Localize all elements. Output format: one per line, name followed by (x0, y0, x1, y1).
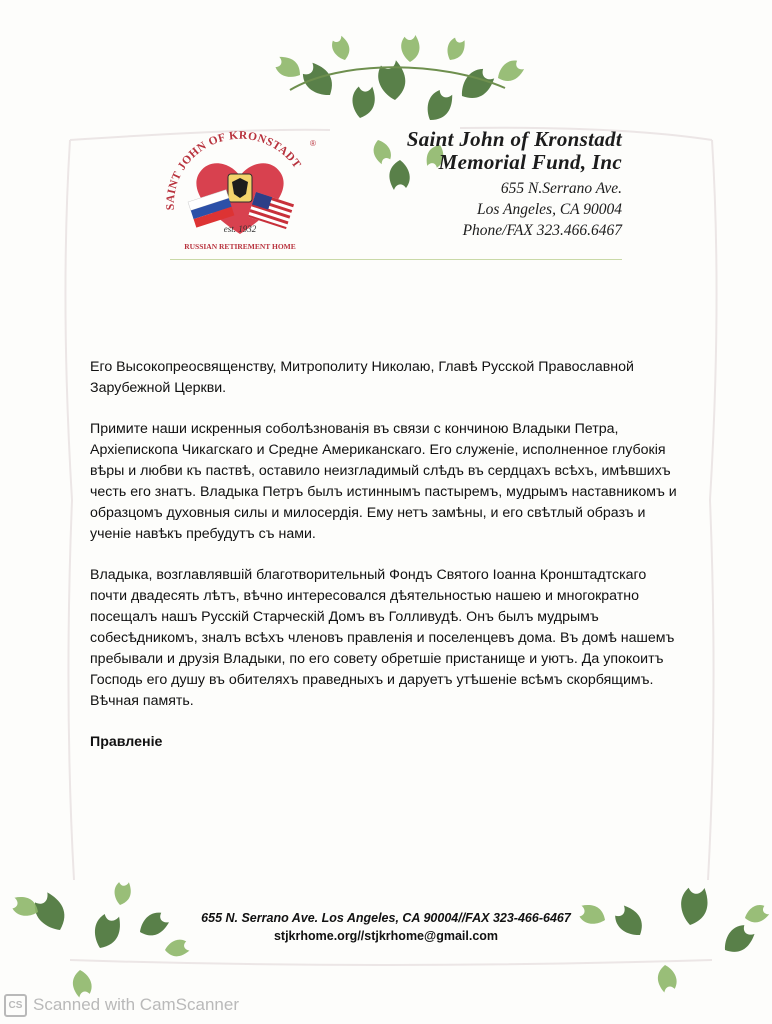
address-line2: Los Angeles, CA 90004 (477, 201, 622, 218)
scanner-watermark (4, 994, 239, 1016)
letterhead-divider (170, 259, 622, 260)
phone-fax: Phone/FAX 323.466.6467 (462, 222, 622, 239)
page-footer (140, 909, 632, 945)
logo-registered-mark: ® (310, 139, 316, 148)
letter-body (90, 357, 686, 773)
footer-address: 655 N. Serrano Ave. Los Angeles, CA 90004//FAX 323-466-6467 (201, 911, 571, 925)
letterhead (330, 128, 622, 241)
footer-contact: stjkrhome.org//stjkrhome@gmail.com (273, 929, 499, 943)
logo-bottom-text: RUSSIAN RETIREMENT HOME (184, 242, 296, 251)
organization-name-line2: Memorial Fund, Inc (438, 150, 622, 174)
kronstadt-logo (160, 122, 320, 257)
logo-arc-text: SAINT JOHN OF KRONSTADT (164, 129, 303, 211)
eagle-crest-icon (228, 174, 252, 202)
scanner-watermark-text: Scanned with CamScanner (33, 995, 240, 1014)
letter-signature: Правленіе (90, 734, 163, 750)
letter-paragraph-1: Примите наши искренныя соболѣзнованія въ связи с кончиною Владыки Петра, Архіепископа Чикагскаго и Средне Американскаго. Его служеніе, исполненное глубокія вѣры и любви къ паствѣ, оставило неизгладимый слѣдъ въ сердцахъ всѣхъ, имѣвшихъ честь его знатъ. Владыка Петръ былъ истиннымъ пастыремъ, мудрымъ наставникомъ и образцомъ духовныя силы и милосердія. Ему нетъ замѣны, и его свѣтлый образъ и ученіе навѣкъ пребудутъ съ нами. (90, 421, 677, 542)
letter-salutation: Его Высокопреосвященству, Митрополиту Николаю, Главѣ Русской Православной Зарубежной Церкви. (90, 359, 634, 396)
camscanner-icon: CS (4, 994, 27, 1017)
logo-est-text: est. 1932 (223, 224, 257, 234)
organization-name-line1: Saint John of Kronstadt (406, 127, 622, 151)
address-line1: 655 N.Serrano Ave. (500, 180, 622, 197)
letter-paragraph-2: Владыка, возглавлявшій благотворительный Фондъ Святого Іоанна Кронштадтскаго почти двадесять лѣтъ, вѣчно интересовался дѣятельностью нашею и многократно посещалъ нашъ Русскій Старческій Домъ въ Голливудѣ. Онъ былъ мудрымъ собесѣдникомъ, зналъ всѣхъ членовъ правленія и поселенцевъ дома. Въ домѣ нашемъ пребывали и друзія Владыки, по его совету обретшіе пристанище и уютъ. Да упокоитъ Господь его душу въ обителяхъ праведныхъ и даруетъ утѣшеніе всѣмъ скорбящимъ. Вѣчная память. (90, 567, 675, 709)
